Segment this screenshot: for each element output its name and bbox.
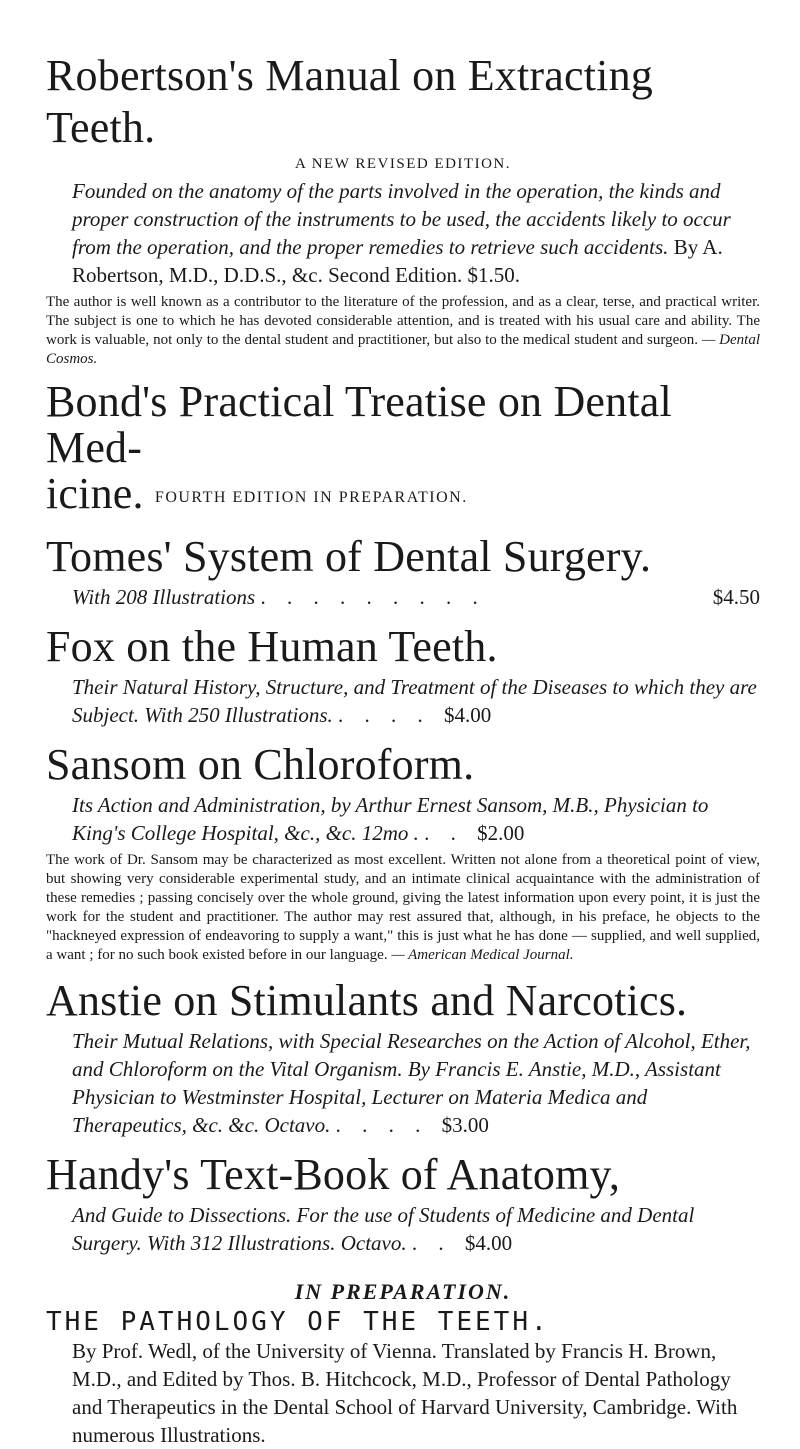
- description-text: With 208 Illustrations: [72, 584, 256, 609]
- book-description: Their Mutual Relations, with Special Researches on the Action of Alcohol, Ether, and Chloroform on the Vital Organism. By Francis E. Anstie, M.D., Assistant Physician to Westminster Hospital, Lecturer on Materia Medica and Therapeutics, &c. &c. Octavo. . . . . $3.00: [72, 1028, 751, 1137]
- book-entry-anstie: [46, 975, 760, 1139]
- book-description: Their Natural History, Structure, and Treatment of the Diseases to which they are Subject. With 250 Illustrations. . . . . $4.00: [72, 674, 757, 727]
- book-description: By Prof. Wedl, of the University of Vienna. Translated by Francis H. Brown, M.D., and Edited by Thos. B. Hitchcock, M.D., Professor of Dental Pathology and Therapeutics in the Dental School of Harvard University, Cambridge. With numerous Illustrations.: [72, 1338, 738, 1447]
- book-entry-fox: [46, 621, 760, 729]
- book-entry-tomes: [46, 531, 760, 611]
- price: $1.50.: [467, 263, 520, 287]
- book-entry-robertson: [46, 50, 760, 369]
- edition-status: FOURTH EDITION IN PREPARATION.: [154, 488, 468, 506]
- book-entry-sansom: [46, 739, 760, 965]
- review-text: The work of Dr. Sansom may be characterized as most excellent. Written not alone from a theoretical point of view, but showing very considerable experimental study, and an intimate clinical acquaintance with the administration of these remedies ; passing concisely over the whole ground, giving the latest information upon every point, it is just the work for the student and practitioner. The author may rest assured that, although, in his preface, he objects to the "hackneyed expression of endeavoring to supply a want," this is just what he has done — supplied, and well supplied, a want ; for no such book existed before in our language.: [46, 851, 760, 963]
- book-description: And Guide to Dissections. For the use of Students of Medicine and Dental Surgery. With 312 Illustrations. Octavo. . . $4.00: [72, 1202, 695, 1255]
- description-text: Founded on the anatomy of the parts involved in the operation, the kinds and proper construction of the instruments to be used, the accidents likely to occur from the operation, and the proper remedies to retrieve such accidents.: [72, 179, 731, 259]
- edition-note: A NEW REVISED EDITION.: [294, 156, 512, 172]
- book-title: Anstie on Stimulants and Narcotics.: [46, 975, 688, 1025]
- review-source: — American Medical Journal.: [391, 946, 574, 963]
- description-text: Its Action and Administration, by Arthur Ernest Sansom, M.B., Physician to King's College Hospital, &c., &c. 12mo .: [72, 792, 709, 845]
- book-title: Fox on the Human Teeth.: [46, 621, 498, 671]
- author-text: By A. Robertson, M.D., D.D.S., &c. Second Edition.: [72, 235, 723, 287]
- book-title: Robertson's Manual on Extracting Teeth.: [46, 51, 653, 152]
- price: $4.00: [464, 1230, 513, 1255]
- book-title: Handy's Text-Book of Anatomy,: [46, 1149, 621, 1199]
- price: $2.00: [477, 820, 525, 845]
- description-text: And Guide to Dissections. For the use of Students of Medicine and Dental Surgery. With 312 Illustrations. Octavo.: [72, 1202, 695, 1255]
- book-title: THE PATHOLOGY OF THE TEETH.: [46, 1306, 550, 1337]
- book-entry-handy: [46, 1149, 760, 1257]
- description-text: Their Natural History, Structure, and Treatment of the Diseases to which they are Subject. With 250 Illustrations.: [72, 674, 757, 727]
- review: [46, 851, 760, 965]
- description-text: Their Mutual Relations, with Special Researches on the Action of Alcohol, Ether, and Chloroform on the Vital Organism. By Francis E. Anstie, M.D., Assistant Physician to Westminster Hospital, Lecturer on Materia Medica and Therapeutics, &c. &c. Octavo.: [72, 1028, 751, 1137]
- price: $3.00: [441, 1112, 489, 1137]
- section-heading: IN PREPARATION.: [294, 1278, 512, 1304]
- in-preparation-section: [46, 1279, 760, 1449]
- book-title: Sansom on Chloroform.: [46, 739, 475, 789]
- book-title: [46, 379, 760, 521]
- book-description: [46, 177, 760, 289]
- review-text: The author is well known as a contributor to the literature of the profession, and as a clear, terse, and practical writer. The subject is one to which he has devoted considerable attention, and is treated with his usual care and ability. The work is valuable, not only to the dental student and practitioner, but also to the medical student and surgeon.: [46, 294, 760, 348]
- book-entry-bond: [46, 379, 760, 521]
- book-description: Its Action and Administration, by Arthur Ernest Sansom, M.B., Physician to King's College Hospital, &c., &c. 12mo . . . $2.00: [72, 792, 709, 845]
- review-source: — Dental Cosmos.: [46, 332, 760, 367]
- book-title-line2: icine.: [46, 469, 144, 518]
- book-description: With 208 Illustrations . . . . . . . . . $4.50: [72, 584, 760, 609]
- book-title: Tomes' System of Dental Surgery.: [46, 531, 652, 581]
- review: [46, 293, 760, 369]
- price: $4.00: [444, 702, 492, 727]
- book-title-line1: Bond's Practical Treatise on Dental Med-: [46, 377, 672, 472]
- price: $4.50: [712, 584, 760, 609]
